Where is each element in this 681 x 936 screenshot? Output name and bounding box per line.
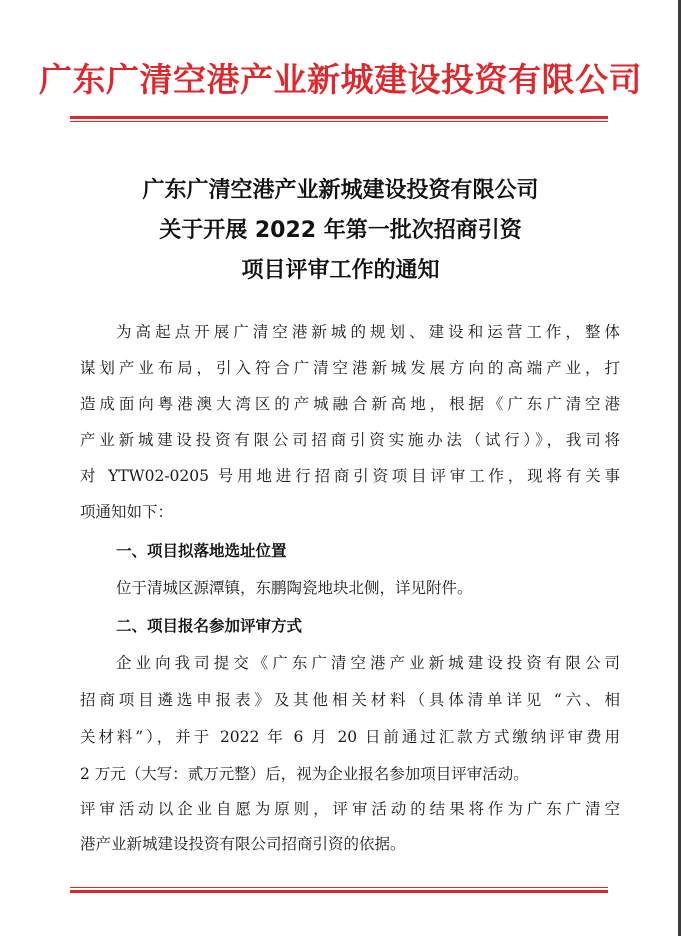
intro-line: 谋划产业布局，引入符合广清空港新城发展方向的高端产业，打 xyxy=(80,359,620,377)
section-2-heading: 二、项目报名参加评审方式 xyxy=(116,617,303,635)
section-2-line: 关材料”），并于 2022 年 6 月 20 日前通过汇款方式缴纳评审费用 xyxy=(80,728,620,746)
footer-rule-thick xyxy=(70,890,608,893)
intro-line: 项通知如下： xyxy=(80,503,174,521)
letterhead-rule-thick xyxy=(70,116,608,119)
section-2-line: 港产业新城建设投资有限公司招商引资的依据。 xyxy=(80,835,406,853)
footer-rule-thin xyxy=(70,887,608,888)
section-2-line: 评审活动以企业自愿为原则，评审活动的结果将作为广东广清空 xyxy=(80,800,620,818)
notice-title-line-3: 项目评审工作的通知 xyxy=(241,258,440,283)
intro-line: 对 YTW02-0205 号用地进行招商引资项目评审工作，现将有关事 xyxy=(80,467,620,485)
section-2-line: 招商项目遴选申报表》及其他相关材料（具体清单详见 “六、相 xyxy=(80,691,620,709)
intro-line: 为高起点开展广清空港新城的规划、建设和运营工作，整体 xyxy=(116,323,620,341)
section-2-line: 企业向我司提交《广东广清空港产业新城建设投资有限公司 xyxy=(116,654,620,672)
notice-title-line-2: 关于开展 2022 年第一批次招商引资 xyxy=(159,218,522,243)
section-2-line: 2 万元（大写：贰万元整）后，视为企业报名参加项目评审活动。 xyxy=(80,765,529,783)
notice-title-line-1: 广东广清空港产业新城建设投资有限公司 xyxy=(142,178,539,203)
letterhead-rule-thin xyxy=(70,121,608,122)
section-1-body: 位于清城区源潭镇，东鹏陶瓷地块北侧，详见附件。 xyxy=(116,579,473,597)
letterhead-org-name: 广东广清空港产业新城建设投资有限公司 xyxy=(39,60,642,99)
intro-line: 产业新城建设投资有限公司招商引资实施办法（试行）》，我司将 xyxy=(80,431,620,449)
intro-line: 造成面向粤港澳大湾区的产城融合新高地，根据《广东广清空港 xyxy=(80,395,620,413)
section-1-heading: 一、项目拟落地选址位置 xyxy=(116,542,287,560)
